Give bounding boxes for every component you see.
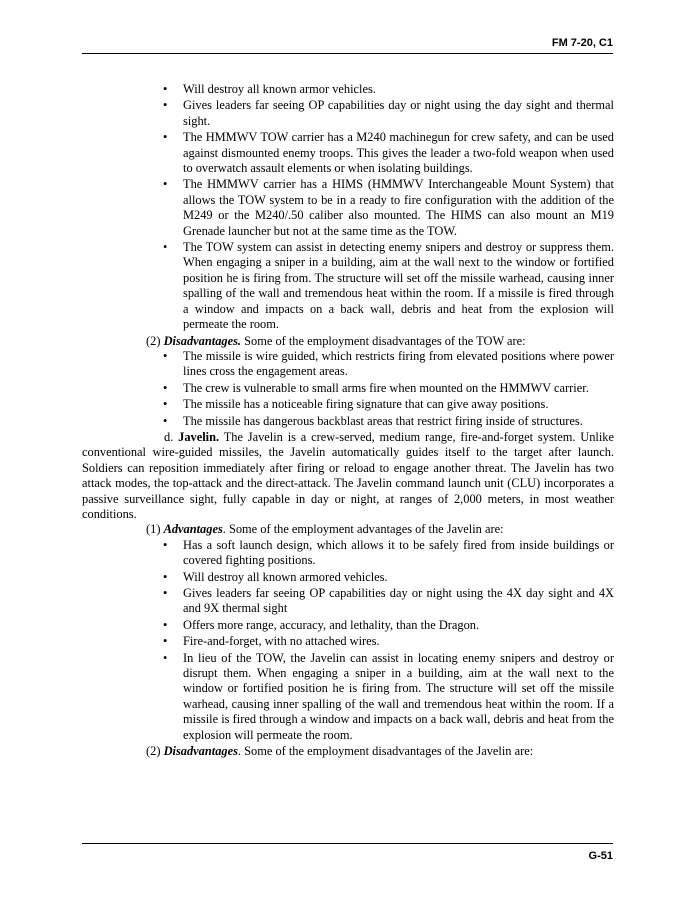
- subsection-label: Disadvantages: [163, 744, 238, 759]
- list-item: • In lieu of the TOW, the Javelin can assist in locating enemy snipers and destroy or disrupt them. When engaging a sniper in a building, aim at the wall next to the window or fortified position he is firing from. The structure will set off the missile warhead, causing inner spalling of the wall and tremendous heat within the room. If a missile is fired through a window and impacts on a back wall, debris and heat from the explosion will permeate the room.: [183, 651, 614, 743]
- tow-advantages-list: [82, 82, 614, 333]
- javelin-paragraph: d. Javelin. The Javelin is a crew-served, medium range, fire-and-forget system. Unlike conventional wire-guided missiles, the Javelin automatically guides itself to the target after launch. Soldiers can reposition immediately after firing or reload to engage another threat. The Javelin has two attack modes, the top-attack and the direct-attack. The Javelin command launch unit (CLU) incorporates a passive surveillance sight, fully capable in day or night, at ranges of 2,000 meters, in most weather conditions.: [82, 429, 614, 521]
- tow-disadvantages-heading: (2) Disadvantages. Some of the employment disadvantages of the TOW are:: [146, 333, 526, 348]
- javelin-advantages-list: [82, 538, 614, 743]
- page-body: [82, 82, 614, 759]
- list-item: • Gives leaders far seeing OP capabilities day or night using the 4X day sight and 4X and 9X thermal sight: [183, 586, 614, 617]
- subsection-label: Disadvantages.: [163, 333, 242, 348]
- list-item: • Fire-and-forget, with no attached wires.: [183, 634, 614, 649]
- header-rule: [82, 53, 613, 54]
- document-id: FM 7-20, C1: [551, 37, 613, 49]
- list-item: • The missile is wire guided, which restricts firing from elevated positions where power lines cross the engagement areas.: [183, 349, 614, 380]
- list-item: • The HMMWV carrier has a HIMS (HMMWV Interchangeable Mount System) that allows the TOW system to be in a ready to fire configuration with the addition of the M249 or the M240/.50 caliber also mounted. The HIMS can also mount an M19 Grenade launcher but not at the same time as the TOW.: [183, 177, 614, 239]
- page-number: G-51: [588, 850, 613, 862]
- list-item: • The TOW system can assist in detecting enemy snipers and destroy or suppress them. When engaging a sniper in a building, aim at the wall next to the window or fortified position he is firing from. The structure will set off the missile warhead, causing inner spalling of the wall and tremendous heat within the room. If a missile is fired through a window and impacts on a back wall, debris and heat from the explosion will permeate the room.: [183, 240, 614, 332]
- list-item: • The missile has dangerous backblast areas that restrict firing inside of structures.: [183, 414, 614, 429]
- list-item: • The missile has a noticeable firing signature that can give away positions.: [183, 397, 614, 412]
- tow-disadvantages-list: [82, 349, 614, 429]
- list-item: • The HMMWV TOW carrier has a M240 machinegun for crew safety, and can be used against dismounted enemy troops. This gives the leader a two-fold weapon when used to overwatch assault elements or when isolating buildings.: [183, 130, 614, 176]
- list-item: • Offers more range, accuracy, and lethality, than the Dragon.: [183, 618, 614, 633]
- list-item: • Will destroy all known armor vehicles.: [183, 82, 614, 97]
- footer-rule: [82, 843, 613, 844]
- subsection-label: Advantages: [163, 522, 223, 537]
- list-item: • The crew is vulnerable to small arms fire when mounted on the HMMWV carrier.: [183, 381, 614, 396]
- section-title: Javelin.: [178, 429, 220, 444]
- list-item: • Gives leaders far seeing OP capabilities day or night using the day sight and thermal sight.: [183, 98, 614, 129]
- list-item: • Has a soft launch design, which allows it to be safely fired from inside buildings or covered fighting positions.: [183, 538, 614, 569]
- javelin-disadvantages-heading: (2) Disadvantages. Some of the employment disadvantages of the Javelin are:: [146, 744, 534, 759]
- javelin-advantages-heading: (1) Advantages. Some of the employment advantages of the Javelin are:: [146, 522, 504, 537]
- list-item: • Will destroy all known armored vehicles.: [183, 570, 614, 585]
